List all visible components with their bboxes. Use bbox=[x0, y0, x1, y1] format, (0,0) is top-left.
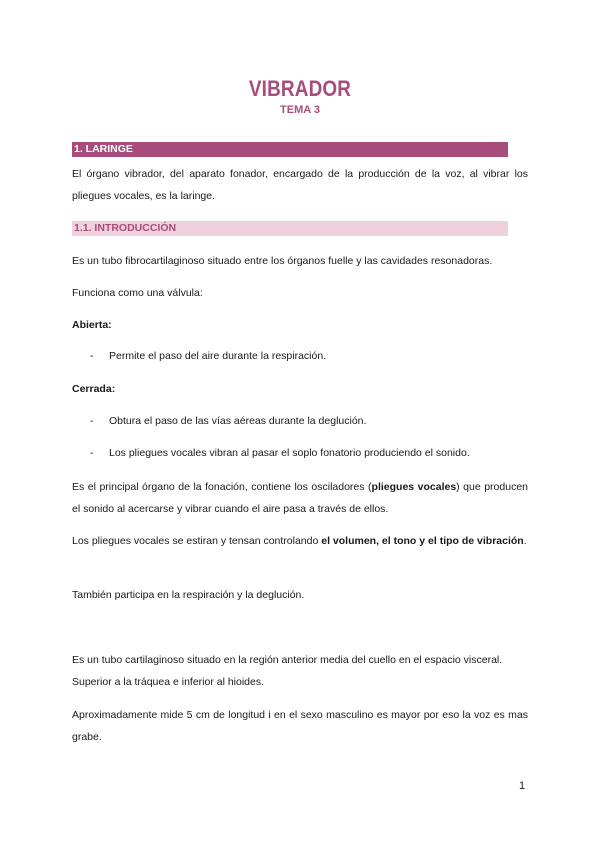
paragraph-longitud: Aproximadamente mide 5 cm de longitud i en el sexo masculino es mayor por eso la voz es mas grabe. bbox=[72, 709, 528, 743]
paragraph-principal-organo bbox=[72, 476, 528, 520]
section-heading-laringe: 1. LARINGE bbox=[72, 142, 508, 157]
label-cerrada: Cerrada: bbox=[72, 383, 116, 395]
text-run: . bbox=[523, 535, 527, 547]
paragraph-pliegues-vocales bbox=[72, 530, 528, 552]
list-item: Los pliegues vocales vibran al pasar el soplo fonatorio produciendo el sonido. bbox=[109, 447, 470, 459]
bullet-dash: - bbox=[90, 447, 94, 459]
bullet-dash: - bbox=[90, 415, 94, 427]
paragraph-tubo-cartilaginoso: Es un tubo cartilaginoso situado en la región anterior media del cuello en el espacio visceral. Superior a la tráquea e inferior al hioides. bbox=[72, 654, 503, 688]
list-item: Permite el paso del aire durante la respiración. bbox=[109, 350, 327, 362]
section-intro-paragraph: El órgano vibrador, del aparato fonador, encargado de la producción de la voz, al vibrar los pliegues vocales, es la laringe. bbox=[72, 168, 528, 202]
paragraph-valvula: Funciona como una válvula: bbox=[72, 287, 203, 299]
text-run: Es el principal órgano de la fonación, contiene los osciladores ( bbox=[72, 481, 372, 493]
subsection-heading-introduccion: 1.1. INTRODUCCIÓN bbox=[72, 221, 508, 236]
paragraph-tubo-fibrocartilaginoso: Es un tubo fibrocartilaginoso situado entre los órganos fuelle y las cavidades resonadoras. bbox=[72, 255, 493, 267]
text-run-bold: el volumen, el tono y el tipo de vibración bbox=[321, 535, 524, 547]
document-title: VIBRADOR bbox=[248, 76, 352, 101]
text-run-bold: pliegues vocales bbox=[371, 481, 457, 493]
text-run: ) que producen el sonido al acercarse y vibrar cuando el aire pasa a través de ellos. bbox=[72, 481, 528, 515]
text-run: Los pliegues vocales se estiran y tensan controlando bbox=[72, 535, 322, 547]
document-subtitle: TEMA 3 bbox=[280, 104, 320, 116]
list-item: Obtura el paso de las vías aéreas durante la deglución. bbox=[109, 415, 367, 427]
label-abierta: Abierta: bbox=[72, 319, 112, 331]
page-number: 1 bbox=[519, 780, 526, 792]
bullet-dash: - bbox=[90, 350, 94, 362]
paragraph-respiracion: También participa en la respiración y la deglución. bbox=[72, 589, 305, 601]
